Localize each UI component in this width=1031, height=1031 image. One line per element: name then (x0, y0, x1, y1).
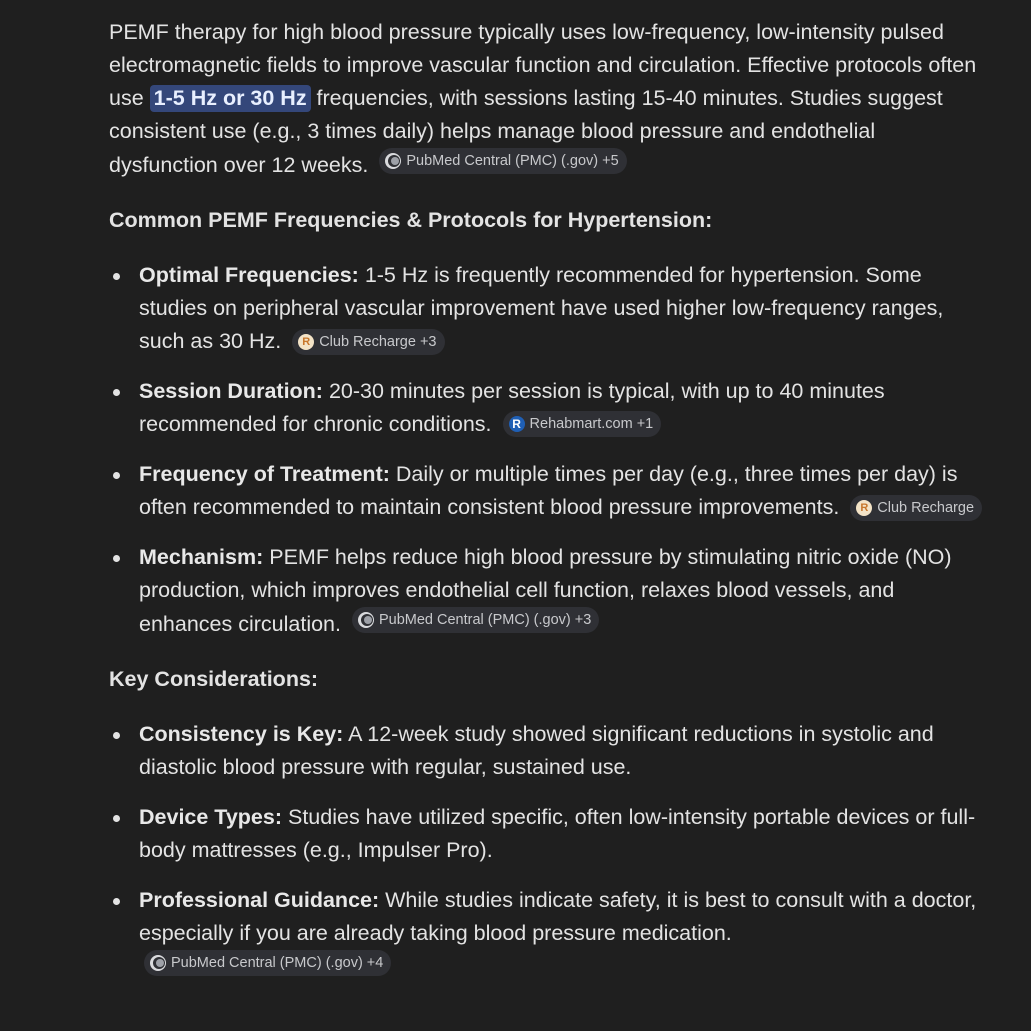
item-label: Frequency of Treatment: (139, 462, 390, 486)
list-item (109, 884, 989, 984)
source-chip-club-recharge[interactable] (292, 329, 444, 355)
bullet-dot (113, 555, 120, 562)
source-chip-label: PubMed Central (PMC) (.gov) +4 (171, 955, 384, 971)
considerations-list (109, 718, 989, 984)
item-label: Mechanism: (139, 545, 264, 569)
bullet-dot (113, 732, 120, 739)
list-item (109, 375, 989, 441)
item-text: While studies indicate safety, it is best to consult with a doctor, especially if you are already taking blood pressure medication. (139, 888, 977, 945)
item-label: Optimal Frequencies: (139, 263, 359, 287)
list-item (109, 718, 989, 784)
source-chip-label: PubMed Central (PMC) (.gov) +3 (378, 612, 592, 628)
item-label: Session Duration: (139, 379, 323, 403)
section-heading-protocols: Common PEMF Frequencies & Protocols for Hypertension: (109, 208, 713, 232)
source-chip-club-recharge[interactable] (850, 495, 982, 521)
item-text: A 12-week study showed significant reductions in systolic and diastolic blood pressure with regular, sustained use. (139, 722, 934, 779)
rehabmart-icon: R (509, 416, 525, 432)
club-recharge-icon: R (856, 500, 872, 516)
source-chip-pmc[interactable] (379, 148, 626, 174)
bullet-dot (113, 389, 120, 396)
intro-text-after: frequencies, with sessions lasting 15-40 minutes. Studies suggest consistent use (e.g., 3 times daily) helps manage blood pressure and endothelial dysfunction over 12 weeks. (109, 86, 943, 177)
bullet-dot (113, 815, 120, 822)
list-item (109, 541, 989, 641)
bullet-dot (113, 472, 120, 479)
pmc-icon (358, 612, 374, 628)
source-chip-label: PubMed Central (PMC) (.gov) +5 (406, 153, 619, 169)
intro-text-before: PEMF therapy for high blood pressure typically uses low-frequency, low-intensity pulsed electromagnetic fields to improve vascular function and circulation. Effective protocols often use (109, 20, 977, 110)
item-text: Daily or multiple times per day (e.g., three times per day) is often recommended to maintain consistent blood pressure improvements. (139, 462, 958, 519)
bullet-dot (113, 273, 120, 280)
response-body (109, 16, 989, 1006)
item-label: Device Types: (139, 805, 283, 829)
list-item (109, 458, 989, 524)
bullet-dot (113, 898, 120, 905)
item-text: PEMF helps reduce high blood pressure by stimulating nitric oxide (NO) production, which improves endothelial cell function, relaxes blood vessels, and enhances circulation. (139, 545, 952, 636)
pmc-icon (385, 153, 401, 169)
list-item (109, 259, 989, 358)
item-text: Studies have utilized specific, often low-intensity portable devices or full-body mattresses (e.g., Impulser Pro). (139, 805, 976, 862)
item-label: Professional Guidance: (139, 888, 380, 912)
source-chip-label: Club Recharge +3 (319, 334, 437, 350)
protocols-list (109, 259, 989, 641)
item-text: 1-5 Hz is frequently recommended for hypertension. Some studies on peripheral vascular improvement have used higher low-frequency ranges, such as 30 Hz. (139, 263, 944, 353)
source-chip-label: Club Recharge (877, 500, 975, 516)
club-recharge-icon: R (298, 334, 314, 350)
item-text: 20-30 minutes per session is typical, with up to 40 minutes recommended for chronic conditions. (139, 379, 885, 436)
pmc-icon (150, 955, 166, 971)
source-chip-pmc[interactable] (352, 607, 599, 633)
frequency-highlight: 1-5 Hz or 30 Hz (150, 85, 311, 112)
intro-paragraph (109, 16, 989, 182)
list-item (109, 801, 989, 867)
source-chip-pmc[interactable] (144, 950, 391, 976)
source-chip-rehabmart[interactable] (503, 411, 662, 437)
source-chip-label: Rehabmart.com +1 (529, 416, 654, 432)
section-heading-considerations: Key Considerations: (109, 667, 319, 691)
item-label: Consistency is Key: (139, 722, 344, 746)
